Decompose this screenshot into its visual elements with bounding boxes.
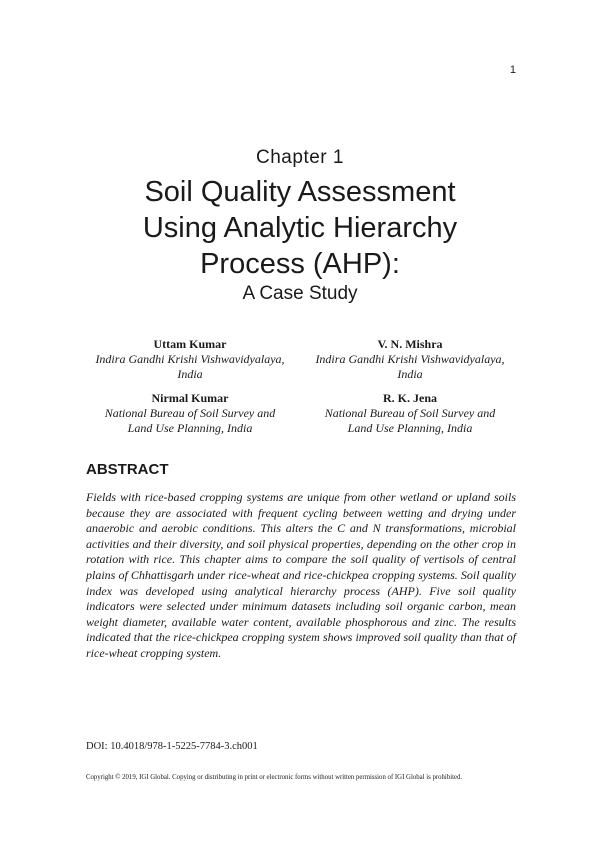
author-block — [80, 391, 300, 436]
author-name: Uttam Kumar — [153, 337, 227, 351]
copyright-notice: Copyright © 2019, IGI Global. Copying or distributing in print or electronic forms without written permission of IGI Global is prohibited. — [86, 774, 463, 781]
chapter-title — [0, 174, 600, 282]
author-name: V. N. Mishra — [377, 337, 443, 351]
abstract-heading: ABSTRACT — [86, 461, 169, 478]
chapter-subtitle: A Case Study — [242, 283, 358, 304]
title-line: Process (AHP): — [200, 248, 400, 280]
author-block — [80, 337, 300, 382]
page-number: 1 — [509, 64, 516, 76]
doi: DOI: 10.4018/978-1-5225-7784-3.ch001 — [86, 741, 258, 752]
chapter-label: Chapter 1 — [256, 147, 344, 168]
author-affiliation: Indira Gandhi Krishi Vishwavidyalaya, — [315, 352, 505, 366]
author-name: R. K. Jena — [383, 391, 437, 405]
author-affiliation: Land Use Planning, India — [347, 421, 473, 435]
author-block — [300, 337, 520, 382]
author-affiliation: National Bureau of Soil Survey and — [104, 406, 276, 420]
author-affiliation: Land Use Planning, India — [127, 421, 253, 435]
author-affiliation: India — [177, 367, 203, 381]
author-affiliation: Indira Gandhi Krishi Vishwavidyalaya, — [95, 352, 285, 366]
author-block — [300, 391, 520, 436]
author-affiliation: National Bureau of Soil Survey and — [324, 406, 496, 420]
abstract-body: Fields with rice-based cropping systems are unique from other wetland or upland soils because they are associated with frequent cycling between wetting and drying under anaerobic and aerobic conditions. This alters the C and N transformations, microbial activities and their diversity, and soil physical properties, depending on the other crop in rotation with rice. This chapter aims to compare the soil quality of vertisols of central plains of Chhattisgarh under rice-wheat and rice-chickpea cropping systems. Soil quality index was developed using analytical hierarchy process (AHP). Five soil quality indicators were selected under minimum datasets including soil organic carbon, mean weight diameter, available water content, available phosphorous and zinc. The results indicated that the rice-chickpea cropping system shows improved soil quality than that of rice-wheat cropping system. — [86, 490, 516, 660]
title-line: Soil Quality Assessment — [144, 176, 456, 208]
author-name: Nirmal Kumar — [151, 391, 229, 405]
title-line: Using Analytic Hierarchy — [142, 212, 458, 244]
author-affiliation: India — [397, 367, 423, 381]
